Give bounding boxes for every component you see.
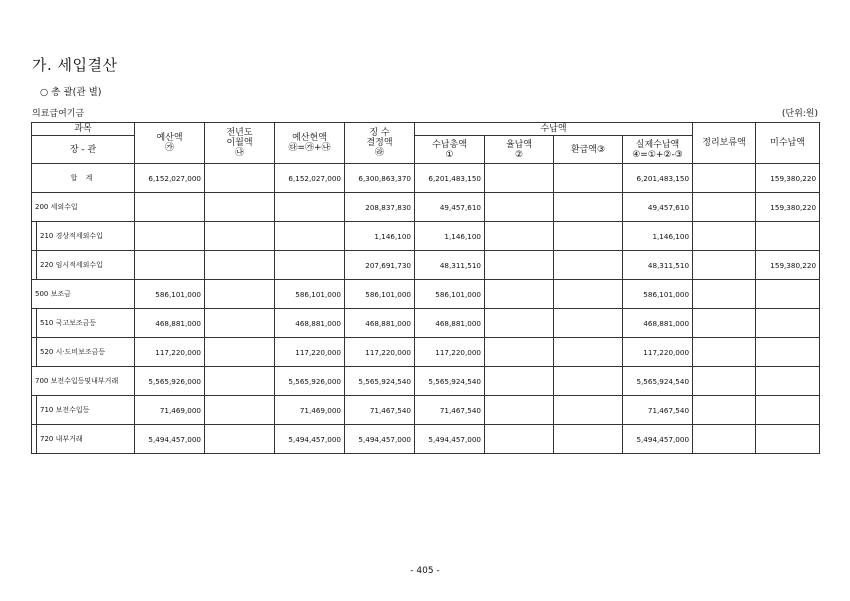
- table-row: [32, 396, 820, 425]
- header-overpaid: [485, 136, 554, 164]
- fund-name: 의료급여기금: [32, 109, 85, 119]
- header-collection-line1: 징 수: [369, 128, 390, 138]
- header-current-budget-mark: ㉰=㉮+㉯: [288, 143, 331, 153]
- header-carryover: [205, 123, 275, 164]
- cell-actual-receipts: 71,467,540: [623, 396, 693, 425]
- cell-reserved: [693, 222, 756, 251]
- cell-actual-receipts: 1,146,100: [623, 222, 693, 251]
- cell-collection: 586,101,000: [345, 280, 415, 309]
- cell-current-budget: 5,494,457,000: [275, 425, 345, 454]
- cell-overpaid: [485, 309, 554, 338]
- table-row: [32, 425, 820, 454]
- cell-unpaid: 159,380,220: [756, 164, 820, 193]
- indent-divider: [32, 425, 37, 453]
- cell-total-receipts: 117,220,000: [415, 338, 485, 367]
- row-label-cell: [32, 280, 135, 309]
- cell-current-budget: 117,220,000: [275, 338, 345, 367]
- cell-overpaid: [485, 396, 554, 425]
- header-reserved: 정리보류액: [693, 123, 756, 164]
- cell-budget: 5,494,457,000: [135, 425, 205, 454]
- row-label: 520 시·도비보조금등: [40, 348, 106, 356]
- cell-refund: [554, 280, 623, 309]
- cell-budget: 6,152,027,000: [135, 164, 205, 193]
- cell-collection: 117,220,000: [345, 338, 415, 367]
- cell-refund: [554, 309, 623, 338]
- table-row: [32, 251, 820, 280]
- cell-actual-receipts: 6,201,483,150: [623, 164, 693, 193]
- row-label: 710 보전수입등: [40, 406, 90, 414]
- cell-unpaid: [756, 425, 820, 454]
- row-label: 220 임시적세외수입: [40, 261, 103, 269]
- cell-unpaid: [756, 309, 820, 338]
- header-current-budget-label: 예산현액: [292, 133, 327, 143]
- cell-actual-receipts: 468,881,000: [623, 309, 693, 338]
- row-label-cell: [32, 193, 135, 222]
- row-label: 720 내부거래: [40, 435, 83, 443]
- table-row: [32, 367, 820, 396]
- cell-carryover: [205, 309, 275, 338]
- header-gwamok: 과목: [32, 123, 135, 136]
- header-refund: 환급액③: [554, 136, 623, 164]
- cell-refund: [554, 396, 623, 425]
- cell-actual-receipts: 586,101,000: [623, 280, 693, 309]
- cell-total-receipts: 5,494,457,000: [415, 425, 485, 454]
- header-collection-mark: ㉱: [374, 148, 384, 158]
- cell-carryover: [205, 425, 275, 454]
- header-actual-receipts-mark: ④=①+②-③: [632, 149, 683, 160]
- row-label: 510 국고보조금등: [40, 319, 97, 327]
- cell-total-receipts: 48,311,510: [415, 251, 485, 280]
- cell-current-budget: 468,881,000: [275, 309, 345, 338]
- cell-budget: 468,881,000: [135, 309, 205, 338]
- cell-total-receipts: 49,457,610: [415, 193, 485, 222]
- cell-reserved: [693, 164, 756, 193]
- header-carryover-line1: 전년도: [226, 128, 253, 138]
- row-label-cell: [32, 367, 135, 396]
- cell-carryover: [205, 193, 275, 222]
- cell-unpaid: [756, 280, 820, 309]
- cell-overpaid: [485, 193, 554, 222]
- row-label-cell: [32, 222, 135, 251]
- cell-budget: 71,469,000: [135, 396, 205, 425]
- header-current-budget: [275, 123, 345, 164]
- header-budget-mark: ㉮: [164, 143, 174, 153]
- cell-total-receipts: 5,565,924,540: [415, 367, 485, 396]
- cell-budget: 117,220,000: [135, 338, 205, 367]
- header-budget-label: 예산액: [156, 133, 183, 143]
- indent-divider: [32, 222, 37, 250]
- table-row: [32, 193, 820, 222]
- cell-unpaid: 159,380,220: [756, 193, 820, 222]
- indent-divider: [32, 396, 37, 424]
- cell-unpaid: [756, 338, 820, 367]
- cell-unpaid: [756, 396, 820, 425]
- header-carryover-line2: 이월액: [226, 138, 253, 148]
- cell-actual-receipts: 117,220,000: [623, 338, 693, 367]
- table-row: [32, 309, 820, 338]
- cell-budget: 5,565,926,000: [135, 367, 205, 396]
- cell-refund: [554, 164, 623, 193]
- cell-reserved: [693, 251, 756, 280]
- cell-actual-receipts: 5,494,457,000: [623, 425, 693, 454]
- cell-unpaid: 159,380,220: [756, 251, 820, 280]
- cell-collection: 1,146,100: [345, 222, 415, 251]
- header-total-receipts-label: 수납총액: [432, 139, 467, 150]
- header-overpaid-label: 율납액: [505, 139, 533, 150]
- table-row: [32, 164, 820, 193]
- cell-collection: 5,494,457,000: [345, 425, 415, 454]
- cell-actual-receipts: 49,457,610: [623, 193, 693, 222]
- cell-carryover: [205, 251, 275, 280]
- unit-label: (단위:원): [781, 109, 818, 119]
- header-total-receipts-mark: ①: [445, 149, 454, 160]
- cell-budget: [135, 222, 205, 251]
- cell-overpaid: [485, 338, 554, 367]
- cell-reserved: [693, 193, 756, 222]
- cell-current-budget: 6,152,027,000: [275, 164, 345, 193]
- cell-current-budget: 71,469,000: [275, 396, 345, 425]
- cell-carryover: [205, 367, 275, 396]
- cell-overpaid: [485, 280, 554, 309]
- row-label-cell: [32, 251, 135, 280]
- cell-actual-receipts: 5,565,924,540: [623, 367, 693, 396]
- cell-carryover: [205, 396, 275, 425]
- row-label: 500 보조금: [35, 290, 71, 298]
- cell-collection: 207,691,730: [345, 251, 415, 280]
- header-overpaid-mark: ②: [514, 149, 524, 160]
- cell-current-budget: [275, 193, 345, 222]
- header-total-receipts: [415, 136, 485, 164]
- table-body: [32, 164, 820, 454]
- cell-total-receipts: 6,201,483,150: [415, 164, 485, 193]
- table-row: [32, 222, 820, 251]
- header-carryover-mark: ㉯: [234, 148, 244, 158]
- cell-refund: [554, 367, 623, 396]
- cell-overpaid: [485, 425, 554, 454]
- cell-refund: [554, 338, 623, 367]
- cell-overpaid: [485, 164, 554, 193]
- cell-reserved: [693, 425, 756, 454]
- cell-actual-receipts: 48,311,510: [623, 251, 693, 280]
- indent-divider: [32, 251, 37, 279]
- row-label-cell: [32, 338, 135, 367]
- cell-refund: [554, 193, 623, 222]
- cell-collection: 6,300,863,370: [345, 164, 415, 193]
- cell-budget: 586,101,000: [135, 280, 205, 309]
- section-title: 가. 세입결산: [32, 56, 118, 74]
- row-label: 210 경상적세외수입: [40, 232, 103, 240]
- cell-overpaid: [485, 251, 554, 280]
- cell-unpaid: [756, 367, 820, 396]
- cell-carryover: [205, 222, 275, 251]
- cell-collection: 71,467,540: [345, 396, 415, 425]
- row-label: 합 계: [70, 174, 96, 182]
- cell-reserved: [693, 367, 756, 396]
- section-subtitle: ○ 총 괄(관 별): [40, 87, 102, 98]
- cell-collection: 5,565,924,540: [345, 367, 415, 396]
- cell-overpaid: [485, 222, 554, 251]
- cell-current-budget: [275, 222, 345, 251]
- cell-total-receipts: 1,146,100: [415, 222, 485, 251]
- cell-refund: [554, 251, 623, 280]
- cell-overpaid: [485, 367, 554, 396]
- header-jang-gwan: 장 - 관: [32, 136, 135, 164]
- header-collection: [345, 123, 415, 164]
- header-actual-receipts: [623, 136, 693, 164]
- cell-collection: 208,837,830: [345, 193, 415, 222]
- cell-carryover: [205, 280, 275, 309]
- row-label-cell: [32, 396, 135, 425]
- row-label: 200 세외수입: [35, 203, 78, 211]
- table-row: [32, 280, 820, 309]
- cell-current-budget: 586,101,000: [275, 280, 345, 309]
- row-label-cell: [32, 164, 135, 193]
- cell-total-receipts: 71,467,540: [415, 396, 485, 425]
- header-unpaid: 미수납액: [756, 123, 820, 164]
- header-budget: [135, 123, 205, 164]
- indent-divider: [32, 309, 37, 337]
- row-label: 700 보전수입등및내부거래: [35, 377, 119, 385]
- cell-reserved: [693, 338, 756, 367]
- cell-carryover: [205, 338, 275, 367]
- table-row: [32, 338, 820, 367]
- cell-total-receipts: 468,881,000: [415, 309, 485, 338]
- cell-reserved: [693, 396, 756, 425]
- row-label-cell: [32, 309, 135, 338]
- indent-divider: [32, 338, 37, 366]
- cell-carryover: [205, 164, 275, 193]
- row-label-cell: [32, 425, 135, 454]
- cell-unpaid: [756, 222, 820, 251]
- cell-current-budget: 5,565,926,000: [275, 367, 345, 396]
- cell-collection: 468,881,000: [345, 309, 415, 338]
- page-number: - 405 -: [410, 566, 440, 576]
- header-receipts-group: 수납액: [415, 123, 693, 136]
- cell-total-receipts: 586,101,000: [415, 280, 485, 309]
- cell-budget: [135, 251, 205, 280]
- cell-current-budget: [275, 251, 345, 280]
- cell-refund: [554, 425, 623, 454]
- cell-budget: [135, 193, 205, 222]
- header-collection-line2: 결정액: [366, 138, 393, 148]
- cell-reserved: [693, 280, 756, 309]
- cell-reserved: [693, 309, 756, 338]
- cell-refund: [554, 222, 623, 251]
- header-actual-receipts-label: 실제수납액: [635, 139, 680, 150]
- revenue-settlement-table: [31, 122, 820, 454]
